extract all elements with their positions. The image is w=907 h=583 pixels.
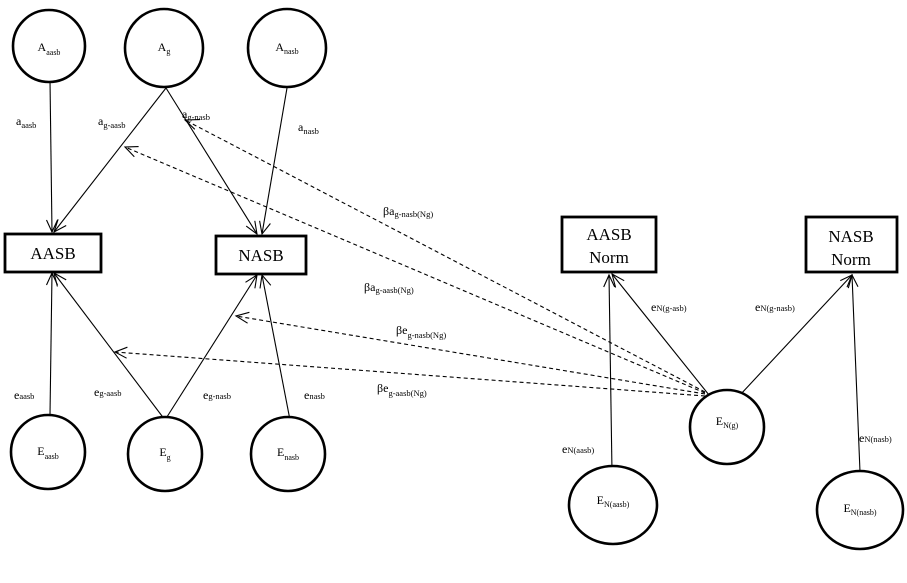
node-NASB-Norm [806,217,897,272]
node-E-nasb [251,417,325,491]
node-E-N-g [690,390,764,464]
svg-text:Enasb: $E_{nasb}$ [276,445,300,462]
node-E-g [128,417,202,491]
svg-text:Aaasb: $A_{aasb}$ [37,40,61,57]
svg-text:AASB: AASB [30,244,76,263]
label-beta-a-g-aasb: βag-aasb(Ng) [364,280,414,295]
label-a-nasb: anasb [298,120,319,136]
label-e-g-aasb: eg-aasb [94,385,122,399]
svg-text:Anasb: Anasb [275,40,299,56]
edge-a-nasb [262,88,287,234]
svg-text:EN(g): EN(g) [715,414,739,430]
node-E-aasb [11,415,85,489]
node-AASB-Norm [562,217,656,272]
node-A-nasb [248,9,326,87]
svg-text:AASB: AASB [586,225,632,244]
edge-e-aasb [50,273,52,415]
node-NASB [216,236,306,274]
label-e-N-nasb: eN(nasb) [859,431,892,445]
label-e-N-aasb: eN(aasb) [562,442,595,456]
svg-text:EN(aasb): EN(aasb) [596,493,630,509]
label-e-aasb: eaasb [14,388,35,402]
node-AASB [5,234,101,272]
svg-text:NASB: NASB [238,246,284,265]
node-E-N-aasb [569,466,657,544]
edge-e-nasb [262,275,290,420]
svg-text:Eg: $E_g$ [159,445,171,462]
edge-e-N-g-nasb [740,275,852,395]
label-a-g-nasb: ag-nasb [182,107,210,122]
node-A-g [125,9,203,87]
label-e-g-nasb: eg-nasb [203,388,231,402]
svg-text:Ag: Ag [157,40,171,56]
edge-a-aasb [50,80,52,232]
node-E-N-nasb [817,471,903,549]
svg-text:Norm: Norm [831,250,871,269]
label-a-g-aasb: ag-aasb [98,114,126,130]
label-e-nasb: enasb [304,388,325,402]
edge-a-g-nasb [166,88,257,234]
svg-text:Eaasb: $E_{aasb}$ [37,444,59,461]
label-a-aasb: aaasb [16,114,37,130]
edge-a-nasb-arrowhead [260,221,271,234]
edge-labels [14,107,892,456]
node-A-aasb [13,10,85,82]
label-e-N-g-nasb: eN(g-nasb) [755,300,795,314]
svg-text:EN(nasb): EN(nasb) [843,501,877,517]
label-beta-a-g-nasb: βag-nasb(Ng) [383,204,434,219]
svg-text:NASB: NASB [828,227,874,246]
edge-e-nasb-arrowhead [260,275,271,288]
svg-text:Norm: Norm [589,248,629,267]
edge-e-N-aasb [609,275,612,472]
label-e-N-g-asb: eN(g-asb) [651,300,687,314]
edge-a-g-aasb [54,88,166,232]
edge-e-N-g-asb [612,274,709,395]
label-beta-e-g-aasb: $\beta e_{g-aasb(Ng)}$ [377,381,427,398]
label-beta-e-g-nasb: $\beta e_{g-nasb(Ng)}$ [396,323,447,340]
